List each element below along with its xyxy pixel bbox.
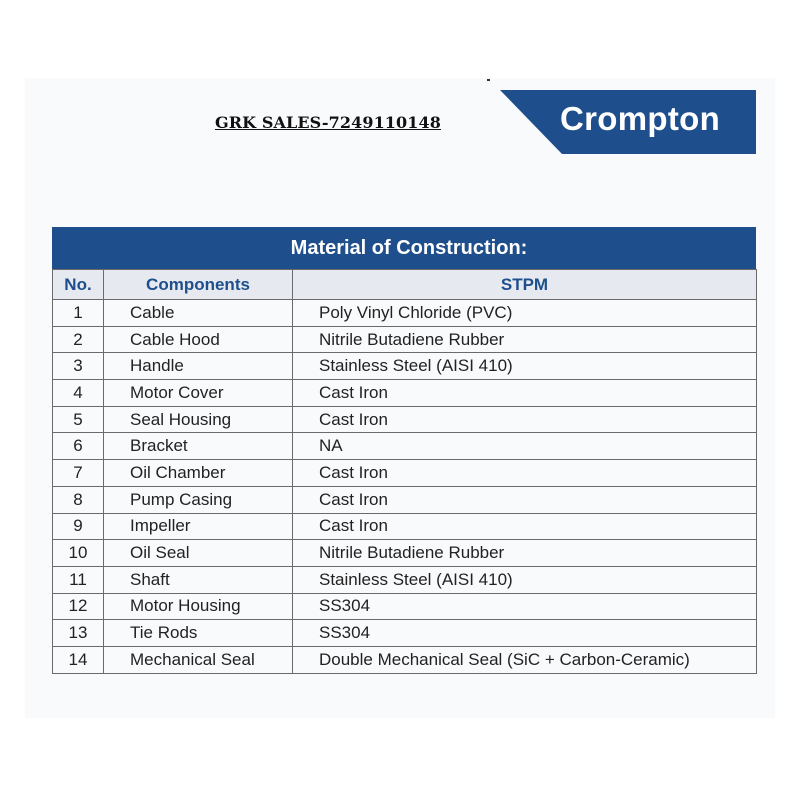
- column-header-components: Components: [104, 270, 293, 300]
- stpm-material: SS304: [293, 593, 757, 620]
- stpm-material: Cast Iron: [293, 406, 757, 433]
- component-name: Tie Rods: [104, 620, 293, 647]
- stpm-material: Stainless Steel (AISI 410): [293, 566, 757, 593]
- stpm-material: Cast Iron: [293, 380, 757, 407]
- material-table: [52, 269, 757, 674]
- stpm-material: NA: [293, 433, 757, 460]
- row-number: 3: [53, 353, 104, 380]
- stpm-material: Nitrile Butadiene Rubber: [293, 540, 757, 567]
- column-header-no: No.: [53, 270, 104, 300]
- stpm-material: Poly Vinyl Chloride (PVC): [293, 300, 757, 327]
- column-header-stpm: STPM: [293, 270, 757, 300]
- table-row: [53, 433, 757, 460]
- component-name: Cable: [104, 300, 293, 327]
- component-name: Oil Seal: [104, 540, 293, 567]
- component-name: Seal Housing: [104, 406, 293, 433]
- row-number: 10: [53, 540, 104, 567]
- component-name: Handle: [104, 353, 293, 380]
- logo-text: Crompton: [560, 100, 721, 137]
- table-row: [53, 513, 757, 540]
- row-number: 12: [53, 593, 104, 620]
- component-name: Shaft: [104, 566, 293, 593]
- row-number: 13: [53, 620, 104, 647]
- table-row: [53, 540, 757, 567]
- material-table-container: [52, 227, 756, 674]
- crompton-logo: [500, 90, 756, 154]
- component-name: Mechanical Seal: [104, 646, 293, 673]
- stpm-material: Cast Iron: [293, 460, 757, 487]
- table-row: [53, 620, 757, 647]
- stpm-material: Double Mechanical Seal (SiC + Carbon-Ceramic): [293, 646, 757, 673]
- table-row: [53, 300, 757, 327]
- table-row: [53, 593, 757, 620]
- row-number: 11: [53, 566, 104, 593]
- stpm-material: Nitrile Butadiene Rubber: [293, 326, 757, 353]
- row-number: 14: [53, 646, 104, 673]
- stpm-material: Cast Iron: [293, 513, 757, 540]
- table-body: [53, 300, 757, 674]
- component-name: Oil Chamber: [104, 460, 293, 487]
- stpm-material: SS304: [293, 620, 757, 647]
- seller-header: GRK SALES-7249110148: [215, 113, 441, 132]
- table-row: [53, 646, 757, 673]
- component-name: Cable Hood: [104, 326, 293, 353]
- component-name: Pump Casing: [104, 486, 293, 513]
- stray-mark: [487, 79, 490, 81]
- table-title: Material of Construction:: [52, 227, 756, 269]
- component-name: Bracket: [104, 433, 293, 460]
- table-row: [53, 380, 757, 407]
- row-number: 8: [53, 486, 104, 513]
- component-name: Motor Cover: [104, 380, 293, 407]
- table-row: [53, 353, 757, 380]
- table-row: [53, 326, 757, 353]
- row-number: 2: [53, 326, 104, 353]
- row-number: 5: [53, 406, 104, 433]
- table-header-row: [53, 270, 757, 300]
- row-number: 6: [53, 433, 104, 460]
- row-number: 7: [53, 460, 104, 487]
- row-number: 9: [53, 513, 104, 540]
- stpm-material: Stainless Steel (AISI 410): [293, 353, 757, 380]
- stpm-material: Cast Iron: [293, 486, 757, 513]
- table-row: [53, 460, 757, 487]
- row-number: 4: [53, 380, 104, 407]
- table-row: [53, 486, 757, 513]
- row-number: 1: [53, 300, 104, 327]
- component-name: Impeller: [104, 513, 293, 540]
- table-row: [53, 406, 757, 433]
- table-row: [53, 566, 757, 593]
- component-name: Motor Housing: [104, 593, 293, 620]
